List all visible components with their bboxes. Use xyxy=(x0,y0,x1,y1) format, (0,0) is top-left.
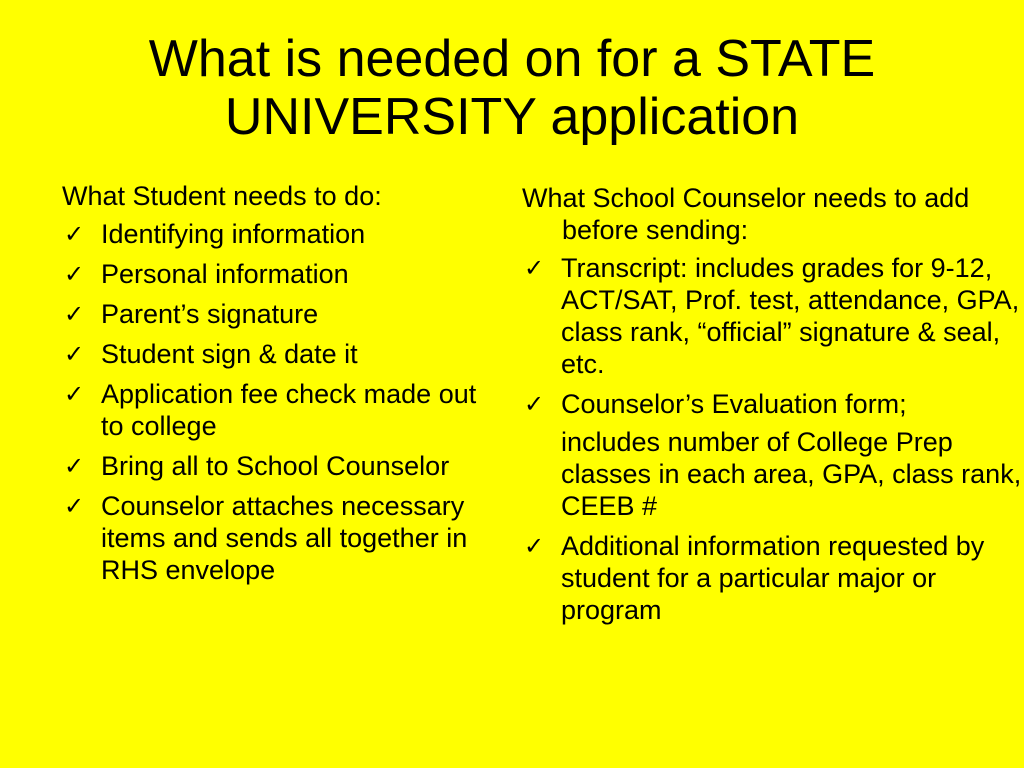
list-item: ✓ Student sign & date it xyxy=(64,339,358,369)
list-item: ✓ Counselor’s Evaluation form; xyxy=(524,389,907,419)
check-icon: ✓ xyxy=(64,380,85,408)
student-heading: What Student needs to do: xyxy=(62,181,382,211)
list-item: ✓ Identifying information xyxy=(64,219,366,249)
counselor-column xyxy=(522,182,1022,634)
list-item: ✓ Counselor attaches necessary items and sends all together in RHS envelope xyxy=(64,491,468,585)
counselor-list-extra xyxy=(522,530,1022,626)
list-item: ✓ Personal information xyxy=(64,259,349,289)
list-item: ✓ Bring all to School Counselor xyxy=(64,451,450,481)
check-icon: ✓ xyxy=(524,532,545,560)
check-icon: ✓ xyxy=(64,492,85,520)
counselor-heading: What School Counselor needs to add before sending: xyxy=(522,183,970,245)
student-list xyxy=(62,218,502,586)
check-icon: ✓ xyxy=(64,340,85,368)
check-icon: ✓ xyxy=(64,452,85,480)
title-line-1: What is needed on for a STATE xyxy=(148,30,876,88)
title-line-2: UNIVERSITY application xyxy=(224,88,800,146)
list-item: ✓ Parent’s signature xyxy=(64,299,319,329)
student-column xyxy=(62,180,502,594)
list-item: ✓ Transcript: includes grades for 9-12, ACT/SAT, Prof. test, attendance, GPA, class rank, “official” signature & seal, etc. xyxy=(524,253,1020,379)
check-icon: ✓ xyxy=(524,390,545,418)
check-icon: ✓ xyxy=(64,260,85,288)
check-icon: ✓ xyxy=(64,300,85,328)
slide-title xyxy=(0,30,1024,146)
check-icon: ✓ xyxy=(64,220,85,248)
evaluation-continuation: includes number of College Prep classes in each area, GPA, class rank, CEEB # xyxy=(561,427,1022,521)
check-icon: ✓ xyxy=(524,254,545,282)
list-item: ✓ Application fee check made out to college xyxy=(64,379,477,441)
list-item: ✓ Additional information requested by student for a particular major or program xyxy=(524,531,985,625)
counselor-list xyxy=(522,252,1022,420)
